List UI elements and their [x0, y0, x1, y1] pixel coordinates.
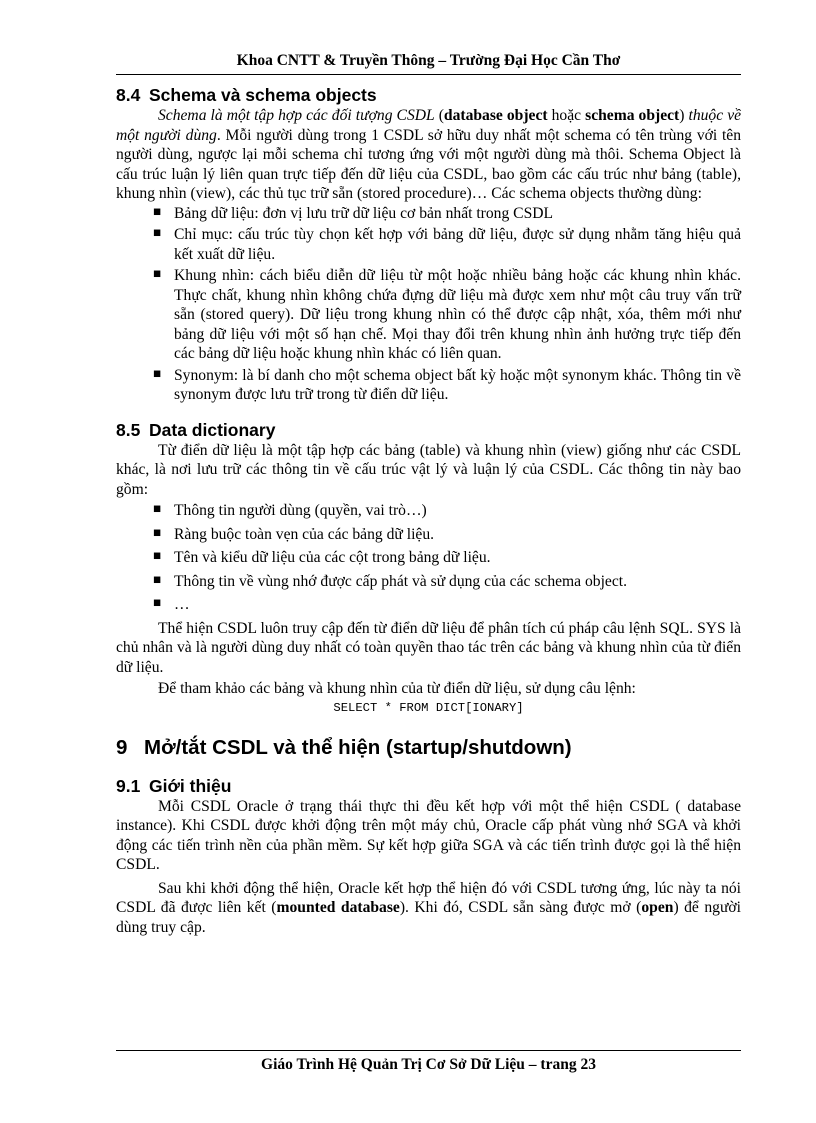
section-title: Mở/tắt CSDL và thể hiện (startup/shutdown) — [144, 735, 572, 759]
section-number: 9 — [116, 735, 128, 759]
list-item: ■ Khung nhìn: cách biểu diễn dữ liệu từ một hoặc nhiều bảng hoặc các khung nhìn khác. Thực chất, khung nhìn không chứa đựng dữ liệu mà được xem như một câu truy vấn trữ sẵn (stored query). Dữ liệu trong khung nhìn có thể được cập nhật, xóa, thêm mới như bảng dữ liệu với một số hạn chế. Mọi thay đổi trên khung nhìn ảnh hưởng trực tiếp đến các bảng dữ liệu hoặc khung nhìn khác có liên quan. — [153, 266, 741, 364]
bullet-list — [116, 501, 741, 615]
italic-run: Schema là một tập hợp các đối tượng CSDL — [158, 107, 435, 124]
text-run: hoặc — [547, 107, 586, 124]
page-content — [116, 84, 741, 937]
list-item: ■ Bảng dữ liệu: đơn vị lưu trữ dữ liệu cơ bản nhất trong CSDL — [153, 204, 741, 224]
text-run: ( — [434, 107, 444, 124]
footer-rule — [116, 1050, 741, 1051]
bold-run: mounted database — [276, 899, 400, 916]
running-header: Khoa CNTT & Truyền Thông – Trường Đại Học Cần Thơ — [236, 52, 621, 69]
paragraph: Để tham khảo các bảng và khung nhìn của từ điển dữ liệu, sử dụng câu lệnh: — [158, 680, 636, 697]
paragraph — [116, 879, 741, 938]
paragraph: Thể hiện CSDL luôn truy cập đến từ điển dữ liệu để phân tích cú pháp câu lệnh SQL. SYS là chủ nhân và là người dùng duy nhất có toàn quyền thao tác trên các bảng và khung nhìn của từ điển dữ liệu. — [116, 619, 741, 676]
paragraph: Mỗi CSDL Oracle ở trạng thái thực thi đều kết hợp với một thể hiện CSDL ( database instance). Khi CSDL được khởi động trên một máy chủ, Oracle cấp phát vùng nhớ SGA và khởi động các tiến trình nền của phần mềm. Sự kết hợp giữa SGA và các tiến trình được gọi là thể hiện CSDL. — [116, 797, 741, 873]
section-heading-8-5 — [116, 419, 741, 441]
paragraph — [116, 106, 741, 204]
section-number: 9.1 — [116, 775, 141, 796]
header-rule — [116, 74, 741, 75]
text-run: ) để người dùng truy cập. — [116, 899, 741, 936]
italic-run: thuộc về một người dùng — [116, 107, 742, 144]
list-item: ■ Chỉ mục: cấu trúc tùy chọn kết hợp với bảng dữ liệu, được sử dụng nhằm tăng hiệu quả kết xuất dữ liệu. — [153, 225, 741, 264]
text-run: ) — [679, 107, 689, 124]
section-title: Giới thiệu — [149, 775, 232, 796]
section-title: Schema và schema objects — [149, 85, 377, 105]
section-number: 8.4 — [116, 85, 141, 105]
bold-run: database object — [443, 107, 548, 124]
bold-run: schema object — [585, 107, 680, 124]
list-item: ■ Thông tin người dùng (quyền, vai trò…) — [153, 501, 741, 521]
bold-run: open — [641, 899, 674, 916]
section-number: 8.5 — [116, 419, 141, 440]
running-footer: Giáo Trình Hệ Quản Trị Cơ Sở Dữ Liệu – trang 23 — [261, 1056, 596, 1073]
list-item: ■ Thông tin về vùng nhớ được cấp phát và sử dụng của các schema object. — [153, 572, 741, 592]
section-title: Data dictionary — [149, 419, 276, 440]
text-run: Sau khi khởi động thể hiện, Oracle kết hợp thể hiện đó với CSDL tương ứng, lúc này ta nói CSDL đã được liên kết ( — [116, 879, 741, 916]
bullet-list — [116, 204, 741, 405]
code-line: SELECT * FROM DICT[IONARY] — [333, 700, 524, 715]
text-run: . Mỗi người dùng trong 1 CSDL sở hữu duy nhất một schema có tên trùng với tên người dùng, ngược lại mỗi schema chỉ tương ứng với một người dùng mà thôi. Schema Object là cấu trúc luận lý liên quan trực tiếp đến dữ liệu của CSDL, bao gồm các cấu trúc như bảng (table), khung nhìn (view), các thủ tục trữ sẵn (stored procedure)… Các schema objects thường dùng: — [116, 126, 741, 202]
list-item: ■ … — [153, 595, 741, 615]
section-heading-9-1 — [116, 775, 741, 797]
list-item: ■ Tên và kiểu dữ liệu của các cột trong bảng dữ liệu. — [153, 548, 741, 568]
chapter-heading-9 — [116, 735, 741, 761]
paragraph: Từ điển dữ liệu là một tập hợp các bảng (table) và khung nhìn (view) giống như các CSDL khác, là nơi lưu trữ các thông tin về cấu trúc vật lý và luận lý của CSDL. Các thông tin này bao gồm: — [116, 441, 741, 498]
section-heading-8-4 — [116, 84, 741, 106]
list-item: ■ Synonym: là bí danh cho một schema object bất kỳ hoặc một synonym khác. Thông tin về synonym được lưu trữ trong từ điển dữ liệu. — [153, 366, 741, 405]
text-run: ). Khi đó, CSDL sẵn sàng được mở ( — [399, 899, 642, 916]
list-item: ■ Ràng buộc toàn vẹn của các bảng dữ liệu. — [153, 525, 741, 545]
